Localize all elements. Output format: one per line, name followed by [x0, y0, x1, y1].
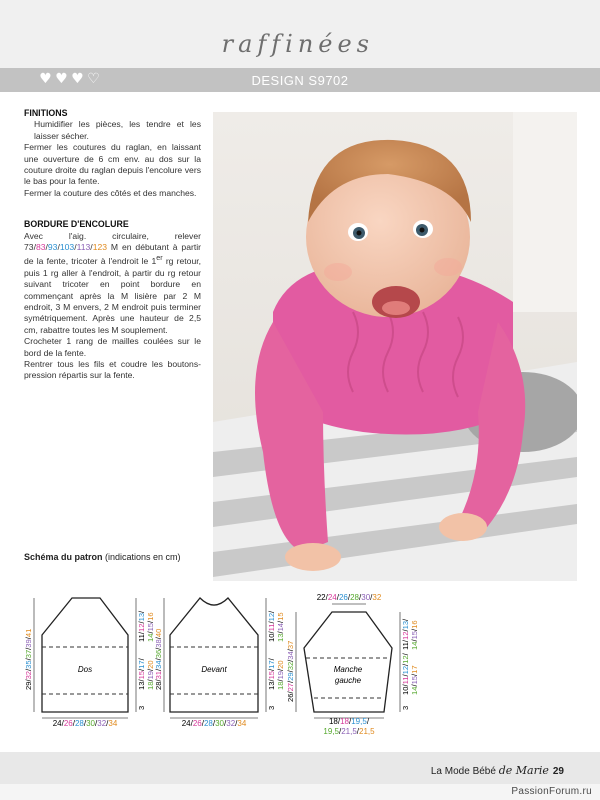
- heart-icon: ♥: [39, 71, 52, 87]
- devant-raglan-height: 10/11/12/: [267, 610, 276, 642]
- devant-mid-height: 13/15/17/: [267, 658, 276, 690]
- heart-outline-icon: ♡: [87, 71, 100, 87]
- sleeve-low-height-2: 14/15/17: [410, 665, 419, 695]
- devant-width-6: 34: [237, 719, 247, 728]
- heart-icon: ♥: [55, 71, 68, 87]
- devant-height-label: 28/31/34/36/38/40: [154, 628, 163, 690]
- sleeve-cuff-a1: 18: [328, 717, 338, 726]
- sleeve-top-3: 26: [338, 593, 348, 602]
- page-number: 29: [552, 766, 564, 777]
- sleeve-cuff-a3: 19,5: [351, 717, 367, 726]
- schema-title: Schéma du patron (indications en cm): [24, 552, 181, 562]
- devant-mid-height-2: 18/19/20: [276, 660, 285, 690]
- devant-piece: [170, 598, 258, 712]
- dos-width-label: 24/26/28/30/32/34: [52, 719, 118, 728]
- dos-width-4: 30: [86, 719, 96, 728]
- pattern-schematic: [14, 590, 586, 738]
- sleeve-up-height-2: 14/15/16: [410, 620, 419, 650]
- bordure-p1: Avec l'aig. circulaire, relever 73/83/93/103/113/123 M en débutant à partir de la fente, tricoter à l'endroit le 1er rg retour, puis 1 rg aller à l'endroit, à partir du rg retour suivant tricoter en point bordure en commençant après la M lisière par 2 M endroit, 3 M envers, 2 M endroit puis terminer symétriquement. Après une hauteur de 2,5 cm, rabattre toutes les M souplement.: [24, 230, 201, 335]
- dos-raglan-height-2: 14/15/16: [146, 612, 155, 642]
- dos-width-6: 34: [108, 719, 118, 728]
- devant-width-5: 32: [226, 719, 236, 728]
- heart-icon: ♥: [71, 71, 84, 87]
- design-code: DESIGN S9702: [251, 73, 349, 88]
- sleeve-cuff-b2: 21,5: [341, 727, 357, 736]
- dimension-ticks: [34, 598, 400, 718]
- instructions-column: [24, 108, 201, 382]
- devant-rib-height: 3: [267, 705, 276, 710]
- dos-mid-height: 13/15/17/: [137, 658, 146, 690]
- devant-width-4: 30: [215, 719, 225, 728]
- sleeve-side-height: 26/27/29/32/34/37: [286, 640, 295, 702]
- sleeve-top-label: 22/24/26/28/30/32: [316, 593, 382, 602]
- footer-brand: La Mode Bébé de Marie 29: [430, 764, 564, 777]
- bordure-p3: Rentrer tous les fils et coudre les boutons-pression répartis sur la fente.: [24, 358, 201, 381]
- sleeve-rib-height: 3: [401, 705, 410, 710]
- watermark: PassionForum.ru: [511, 786, 592, 797]
- sleeve-top-2: 24: [327, 593, 337, 602]
- devant-raglan-height-2: 13/14/15: [276, 612, 285, 642]
- dos-raglan-height: 11/12/13/: [137, 610, 146, 642]
- dos-rib-height: 3: [137, 705, 146, 710]
- footer-strip: [0, 784, 600, 800]
- sleeve-top-1: 22: [316, 593, 326, 602]
- finitions-heading: FINITIONS: [24, 108, 68, 118]
- manche-label-1: Manche: [333, 665, 363, 674]
- sleeve-up-height: 11/12/13/: [401, 618, 410, 650]
- devant-label: Devant: [201, 665, 227, 674]
- devant-width-label: 24/26/28/30/32/34: [181, 719, 247, 728]
- finitions-p3: Fermer la couture des côtés et des manches.: [24, 187, 197, 198]
- sleeve-cuff-a2: 18: [340, 717, 349, 726]
- sleeve-cuff-b1: 19,5: [323, 727, 339, 736]
- dos-width-5: 32: [97, 719, 107, 728]
- dos-width-3: 28: [74, 719, 84, 728]
- baby-photo: [213, 112, 577, 581]
- bordure-p2: Crocheter 1 rang de mailles coulées sur le bord de la fente.: [24, 336, 201, 358]
- finitions-p1: Humidifier les pièces, les tendre et les laisser sécher.: [34, 119, 201, 141]
- sleeve-top-6: 32: [372, 593, 382, 602]
- section-title: raffinées: [221, 30, 374, 58]
- devant-width-1: 24: [181, 719, 191, 728]
- sleeve-top-5: 30: [361, 593, 371, 602]
- dos-height-label: 29/32/35/37/39/41: [24, 628, 33, 690]
- sleeve-top-4: 28: [350, 593, 360, 602]
- dos-mid-height-2: 18/19/20: [146, 660, 155, 690]
- dos-width-2: 26: [63, 719, 73, 728]
- finitions-p2: Fermer les coutures du raglan, en laissant une ouverture de 6 cm env. au dos sur la couture droite du raglan depuis l'encolure vers le bas pour la fente.: [24, 142, 201, 187]
- sleeve-cuff-label-b: 19,5/21,5/21,5: [323, 727, 375, 736]
- manche-label-2: gauche: [334, 676, 362, 685]
- dos-label: Dos: [77, 665, 93, 674]
- devant-width-2: 26: [192, 719, 202, 728]
- devant-width-3: 28: [203, 719, 213, 728]
- manche-piece: [304, 612, 392, 712]
- sleeve-low-height: 10/11/12/12/: [401, 653, 410, 695]
- dos-width-1: 24: [52, 719, 62, 728]
- sleeve-cuff-label-a: 18/18/19,5/: [328, 717, 370, 726]
- bordure-heading: BORDURE D'ENCOLURE: [24, 219, 129, 230]
- dos-piece: [42, 598, 128, 712]
- sleeve-cuff-b3: 21,5: [359, 727, 375, 736]
